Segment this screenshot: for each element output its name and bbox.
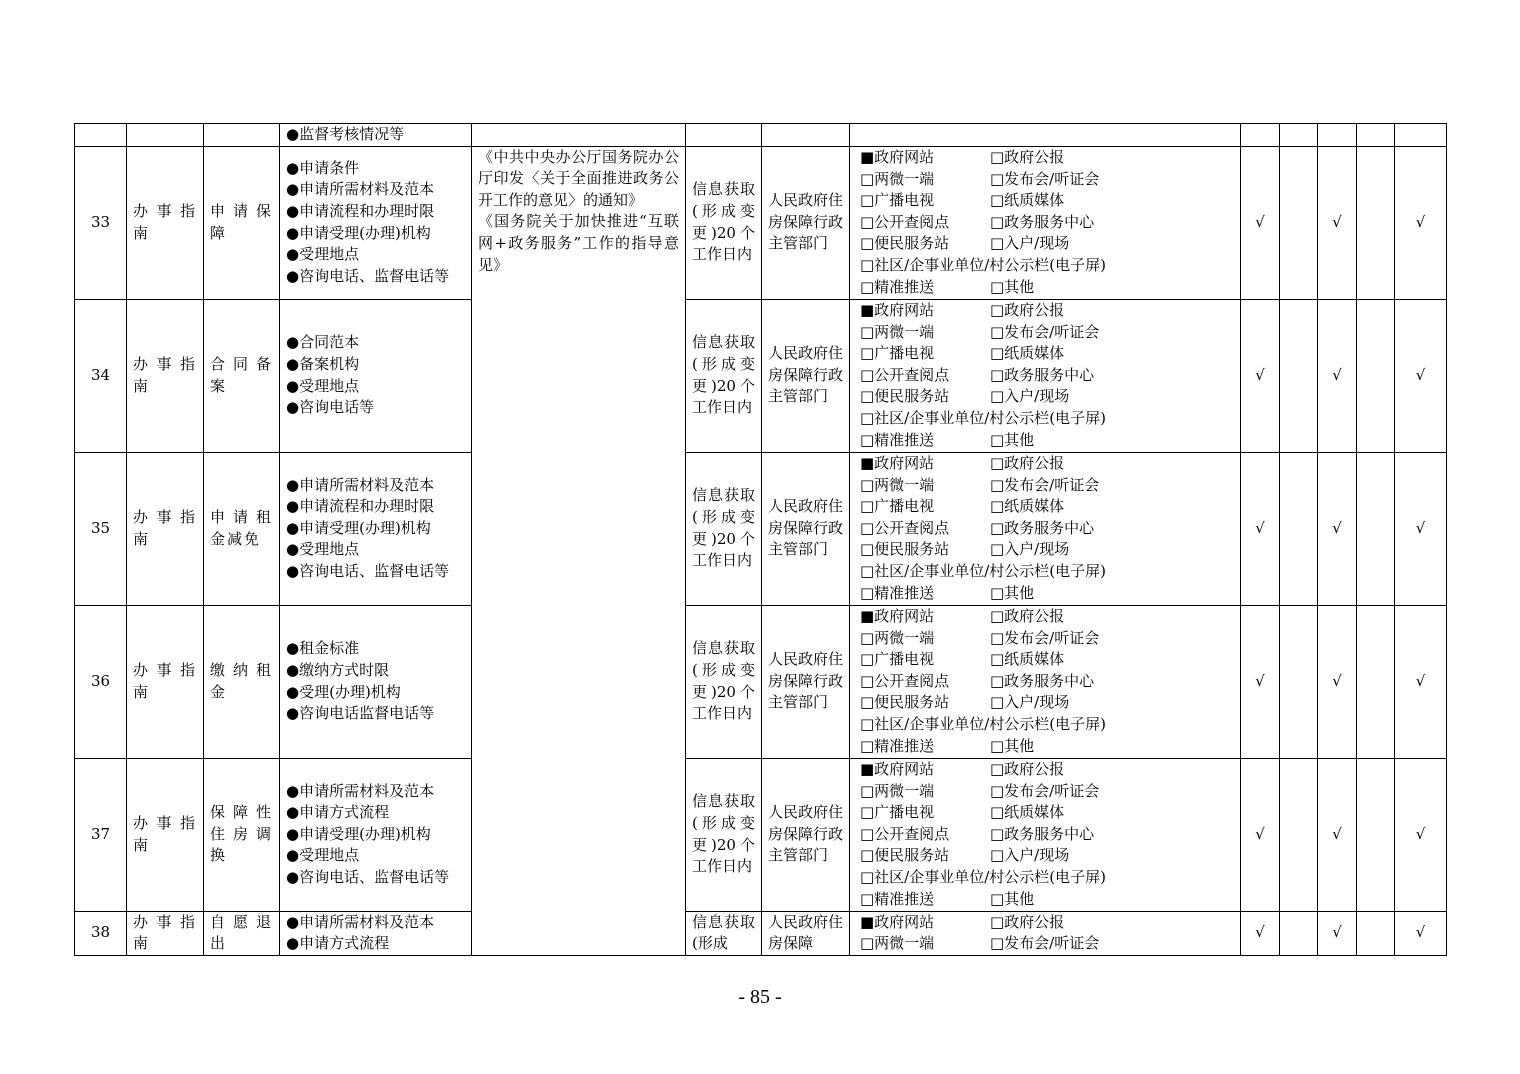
channel-row	[860, 190, 1230, 212]
channel-row	[860, 322, 1230, 344]
department-cell: 人民政府住房保障行政主管部门	[762, 758, 850, 911]
channel-option: □发布会/听证会	[990, 628, 1100, 647]
channel-option: □发布会/听证会	[990, 322, 1100, 341]
check-mark: √	[1318, 758, 1357, 911]
check-mark: √	[1318, 911, 1357, 955]
content-line: ●咨询电话、监督电话等	[286, 561, 450, 580]
table-row	[75, 758, 1447, 911]
check-empty	[1280, 911, 1318, 955]
channel-option: □政府公报	[990, 454, 1065, 473]
channel-row	[860, 343, 1230, 365]
content-line: ●监督考核情况等	[286, 125, 405, 143]
channel-option: ■政府网站	[860, 454, 935, 473]
item-cell: 保障性住房调换	[204, 758, 280, 911]
content-cell	[280, 758, 472, 911]
channel-row	[860, 169, 1230, 191]
channels-cell	[850, 758, 1241, 911]
department-cell: 人民政府住房保障行政主管部门	[762, 299, 850, 452]
item-cell: 自愿退出	[204, 911, 280, 955]
content-cell	[280, 452, 472, 605]
channel-row	[860, 212, 1230, 234]
time-cell: 信息获取(形成变更)20个工作日内	[686, 146, 762, 299]
channel-option: □便民服务站	[860, 387, 950, 406]
check-mark: √	[1241, 452, 1280, 605]
content-line: ●咨询电话、监督电话等	[286, 266, 450, 285]
content-line: ●备案机构	[286, 355, 360, 373]
content-line: ●申请方式流程	[286, 803, 390, 822]
channel-row	[860, 759, 1230, 781]
content-line: ●受理地点	[286, 376, 360, 395]
channel-option: □两微一端	[860, 322, 935, 341]
content-line: ●申请所需材料及范本	[286, 180, 435, 199]
channel-row	[860, 300, 1230, 322]
content-line: ●申请所需材料及范本	[286, 781, 435, 800]
row-number: 34	[75, 299, 127, 452]
channel-row	[860, 802, 1230, 824]
channel-option: □精准推送	[860, 277, 935, 296]
channel-option: □社区/企事业单位/村公示栏(电子屏)	[860, 561, 1106, 580]
row-number: 36	[75, 605, 127, 758]
check-mark: √	[1395, 299, 1447, 452]
channel-option: □社区/企事业单位/村公示栏(电子屏)	[860, 255, 1106, 274]
channel-row	[860, 628, 1230, 650]
channel-row	[860, 606, 1230, 628]
check-mark: √	[1395, 146, 1447, 299]
category-cell: 办事指南	[127, 452, 204, 605]
channel-row	[860, 255, 1230, 277]
channel-option: □精准推送	[860, 583, 935, 602]
channel-option: □政务服务中心	[990, 824, 1095, 843]
channel-option: □社区/企事业单位/村公示栏(电子屏)	[860, 867, 1106, 886]
channel-option: □广播电视	[860, 344, 935, 363]
channel-option: □政务服务中心	[990, 212, 1095, 231]
check-mark: √	[1395, 605, 1447, 758]
channel-option: □便民服务站	[860, 693, 950, 712]
channel-option: ■政府网站	[860, 301, 935, 320]
num-cell	[75, 124, 127, 147]
check-mark: √	[1241, 605, 1280, 758]
channel-option: □政府公报	[990, 148, 1065, 167]
item-cell: 申请租金减免	[204, 452, 280, 605]
content-line: ●申请方式流程	[286, 934, 390, 953]
check-mark: √	[1241, 911, 1280, 955]
content-line: ●申请条件	[286, 158, 360, 177]
channel-option: □公开查阅点	[860, 671, 950, 690]
check-empty	[1357, 605, 1395, 758]
check-mark: √	[1241, 758, 1280, 911]
content-cell	[280, 124, 472, 147]
channel-option: ■政府网站	[860, 912, 935, 931]
time-cell: 信息获取(形成变更)20个工作日内	[686, 605, 762, 758]
table-row	[75, 299, 1447, 452]
check-mark: √	[1241, 299, 1280, 452]
check-mark: √	[1395, 758, 1447, 911]
check-mark: √	[1318, 146, 1357, 299]
check-mark: √	[1395, 452, 1447, 605]
table-row-prev-tail	[75, 124, 1447, 147]
channel-row	[860, 583, 1230, 605]
channel-row	[860, 430, 1230, 452]
check-mark: √	[1241, 146, 1280, 299]
channel-option: □政府公报	[990, 607, 1065, 626]
content-line: ●受理(办理)机构	[286, 682, 401, 701]
channel-option: □广播电视	[860, 497, 935, 516]
channel-option: □便民服务站	[860, 846, 950, 865]
channel-row	[860, 692, 1230, 714]
row-number: 37	[75, 758, 127, 911]
content-line: ●受理地点	[286, 540, 360, 559]
department-cell: 人民政府住房保障	[762, 911, 850, 955]
check-empty	[1280, 299, 1318, 452]
content-line: ●申请受理(办理)机构	[286, 518, 431, 537]
channel-option: □其他	[990, 889, 1035, 908]
channel-option: □入户/现场	[990, 540, 1070, 559]
content-cell	[280, 299, 472, 452]
channel-option: □公开查阅点	[860, 212, 950, 231]
content-line: ●咨询电话监督电话等	[286, 704, 435, 723]
channel-row	[860, 736, 1230, 758]
check-empty	[1280, 605, 1318, 758]
channel-row	[860, 233, 1230, 255]
channel-row	[860, 671, 1230, 693]
channel-option: □社区/企事业单位/村公示栏(电子屏)	[860, 408, 1106, 427]
channel-option: □发布会/听证会	[990, 475, 1100, 494]
channel-option: □便民服务站	[860, 234, 950, 253]
table-row	[75, 146, 1447, 299]
category-cell: 办事指南	[127, 758, 204, 911]
content-line: ●申请流程和办理时限	[286, 497, 435, 516]
content-cell	[280, 911, 472, 955]
department-cell: 人民政府住房保障行政主管部门	[762, 146, 850, 299]
channel-row	[860, 277, 1230, 299]
channel-option: □发布会/听证会	[990, 781, 1100, 800]
category-cell: 办事指南	[127, 299, 204, 452]
content-line: ●咨询电话等	[286, 398, 375, 417]
channel-option: □两微一端	[860, 781, 935, 800]
content-line: ●合同范本	[286, 333, 360, 352]
channel-option: □入户/现场	[990, 387, 1070, 406]
department-cell: 人民政府住房保障行政主管部门	[762, 452, 850, 605]
department-cell: 人民政府住房保障行政主管部门	[762, 605, 850, 758]
channel-option: □广播电视	[860, 803, 935, 822]
content-line: ●申请所需材料及范本	[286, 475, 435, 494]
channel-row	[860, 561, 1230, 583]
channel-option: □政府公报	[990, 912, 1065, 931]
channel-option: □纸质媒体	[990, 803, 1065, 822]
content-cell	[280, 605, 472, 758]
channel-option: □政府公报	[990, 760, 1065, 779]
row-number: 38	[75, 911, 127, 955]
row-number: 35	[75, 452, 127, 605]
channel-row	[860, 496, 1230, 518]
item-cell: 缴纳租金	[204, 605, 280, 758]
channels-cell	[850, 146, 1241, 299]
channel-row	[860, 824, 1230, 846]
content-line: ●受理地点	[286, 846, 360, 865]
channel-row	[860, 867, 1230, 889]
channel-row	[860, 539, 1230, 561]
channel-option: □公开查阅点	[860, 824, 950, 843]
channel-option: □两微一端	[860, 934, 935, 953]
table-row	[75, 605, 1447, 758]
channel-option: □精准推送	[860, 889, 935, 908]
channel-option: □纸质媒体	[990, 650, 1065, 669]
channel-option: □政务服务中心	[990, 365, 1095, 384]
check-mark: √	[1318, 605, 1357, 758]
check-empty	[1280, 146, 1318, 299]
time-cell: 信息获取(形成变更)20个工作日内	[686, 758, 762, 911]
content-line: ●申请受理(办理)机构	[286, 223, 431, 242]
channels-cell	[850, 911, 1241, 955]
channel-option: □纸质媒体	[990, 344, 1065, 363]
check-empty	[1280, 452, 1318, 605]
check-empty	[1357, 146, 1395, 299]
table-row	[75, 452, 1447, 605]
channel-option: ■政府网站	[860, 148, 935, 167]
time-cell: 信息获取(形成	[686, 911, 762, 955]
channel-option: □纸质媒体	[990, 191, 1065, 210]
channel-row	[860, 408, 1230, 430]
channels-cell	[850, 605, 1241, 758]
time-cell: 信息获取(形成变更)20个工作日内	[686, 452, 762, 605]
channel-option: □其他	[990, 736, 1035, 755]
content-line: ●申请受理(办理)机构	[286, 824, 431, 843]
check-mark: √	[1318, 299, 1357, 452]
channel-row	[860, 912, 1230, 934]
channel-option: □广播电视	[860, 191, 935, 210]
content-line: ●受理地点	[286, 245, 360, 264]
channels-cell	[850, 299, 1241, 452]
channel-option: ■政府网站	[860, 607, 935, 626]
channel-option: □政务服务中心	[990, 671, 1095, 690]
channel-row	[860, 518, 1230, 540]
content-line: ●申请流程和办理时限	[286, 202, 435, 220]
item-cell: 合同备案	[204, 299, 280, 452]
channel-row	[860, 933, 1230, 955]
channel-option: □纸质媒体	[990, 497, 1065, 516]
channel-row	[860, 649, 1230, 671]
channel-option: □其他	[990, 583, 1035, 602]
check-empty	[1357, 452, 1395, 605]
channel-row	[860, 714, 1230, 736]
channel-row	[860, 889, 1230, 911]
channel-option: □其他	[990, 277, 1035, 296]
channel-option: ■政府网站	[860, 760, 935, 779]
check-empty	[1357, 758, 1395, 911]
content-line: ●咨询电话、监督电话等	[286, 867, 450, 886]
channel-option: □两微一端	[860, 475, 935, 494]
row-number: 33	[75, 146, 127, 299]
channel-option: □入户/现场	[990, 846, 1070, 865]
channel-option: □发布会/听证会	[990, 169, 1100, 188]
check-mark: √	[1395, 911, 1447, 955]
time-cell: 信息获取(形成变更)20个工作日内	[686, 299, 762, 452]
channel-row	[860, 453, 1230, 475]
channel-option: □公开查阅点	[860, 518, 950, 537]
channel-row	[860, 475, 1230, 497]
channel-option: □两微一端	[860, 169, 935, 188]
content-cell	[280, 146, 472, 299]
table-row	[75, 911, 1447, 955]
channel-option: □两微一端	[860, 628, 935, 647]
channel-option: □公开查阅点	[860, 365, 950, 384]
check-mark: √	[1318, 452, 1357, 605]
category-cell: 办事指南	[127, 146, 204, 299]
basis-line: 《国务院关于加快推进“互联网+政务服务”工作的指导意见》	[478, 212, 679, 274]
content-line: ●租金标准	[286, 639, 360, 658]
channel-option: □政府公报	[990, 301, 1065, 320]
channel-row	[860, 781, 1230, 803]
check-empty	[1357, 299, 1395, 452]
channel-row	[860, 845, 1230, 867]
channel-option: □精准推送	[860, 430, 935, 449]
category-cell: 办事指南	[127, 911, 204, 955]
channel-option: □精准推送	[860, 736, 935, 755]
basis-cell	[472, 146, 686, 955]
channels-cell	[850, 452, 1241, 605]
channel-option: □便民服务站	[860, 540, 950, 559]
page-number: - 85 -	[738, 986, 782, 1008]
check-empty	[1357, 911, 1395, 955]
check-empty	[1280, 758, 1318, 911]
category-cell: 办事指南	[127, 605, 204, 758]
channel-option: □社区/企事业单位/村公示栏(电子屏)	[860, 714, 1106, 733]
item-cell: 申请保障	[204, 146, 280, 299]
basis-line: 《中共中央办公厅国务院办公厅印发〈关于全面推进政务公开工作的意见〉的通知》	[478, 147, 679, 209]
channel-row	[860, 147, 1230, 169]
channel-option: □发布会/听证会	[990, 934, 1100, 953]
content-line: ●缴纳方式时限	[286, 661, 390, 679]
channel-option: □政务服务中心	[990, 518, 1095, 537]
channel-option: □广播电视	[860, 650, 935, 669]
channel-row	[860, 386, 1230, 408]
content-line: ●申请所需材料及范本	[286, 912, 435, 931]
channel-option: □入户/现场	[990, 234, 1070, 253]
channel-row	[860, 365, 1230, 387]
disclosure-table	[74, 123, 1447, 956]
channel-option: □入户/现场	[990, 693, 1070, 712]
channel-option: □其他	[990, 430, 1035, 449]
